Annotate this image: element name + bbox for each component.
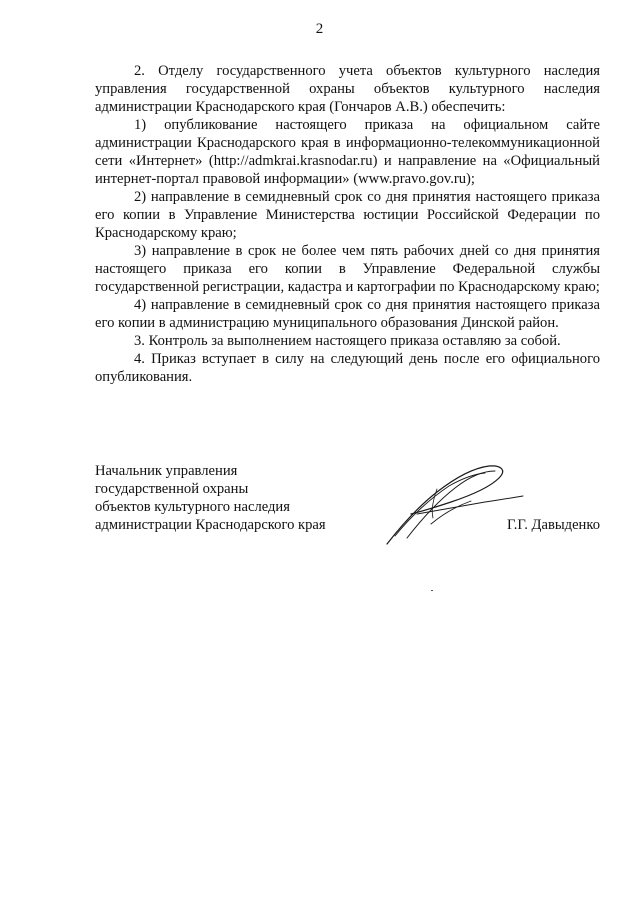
signer-position-line: администрации Краснодарского края — [95, 517, 326, 533]
signature-block — [95, 462, 600, 552]
page-number: 2 — [315, 21, 324, 37]
paragraph-subitem-4: 4) направление в семидневный срок со дня принятия настоящего приказа его копии в администрацию муниципального образования Динской район. — [95, 297, 600, 331]
paragraph-item-2: 2. Отделу государственного учета объектов культурного наследия управления государственной охраны объектов культурного наследия администрации Краснодарского края (Гончаров А.В.) обеспечить: — [95, 63, 600, 115]
signer-position-line: Начальник управления — [95, 463, 238, 479]
document-body — [95, 62, 600, 386]
scan-speck — [431, 590, 433, 591]
paragraph-item-3: 3. Контроль за выполнением настоящего приказа оставляю за собой. — [134, 333, 561, 349]
paragraph-subitem-1: 1) опубликование настоящего приказа на официальном сайте администрации Краснодарского края в информационно-телекоммуникационной сети «Интернет» (http://admkrai.krasnodar.ru) и направление на «Официальный интернет-портал правовой информации» (www.pravo.gov.ru); — [95, 117, 600, 187]
paragraph-subitem-3: 3) направление в срок не более чем пять рабочих дней со дня принятия настоящего приказа его копии в Управление Федеральной службы государственной регистрации, кадастра и картографии по Краснодарскому краю; — [95, 243, 600, 295]
paragraph-subitem-2: 2) направление в семидневный срок со дня принятия настоящего приказа его копии в Управление Министерства юстиции Российской Федерации по Краснодарскому краю; — [95, 189, 600, 241]
handwritten-signature — [377, 456, 527, 551]
signer-position-line: объектов культурного наследия — [95, 499, 290, 515]
signer-position — [95, 462, 326, 534]
paragraph-item-4: 4. Приказ вступает в силу на следующий день после его официального опубликования. — [95, 351, 600, 385]
signer-position-line: государственной охраны — [95, 481, 249, 497]
signer-name: Г.Г. Давыденко — [506, 517, 600, 533]
